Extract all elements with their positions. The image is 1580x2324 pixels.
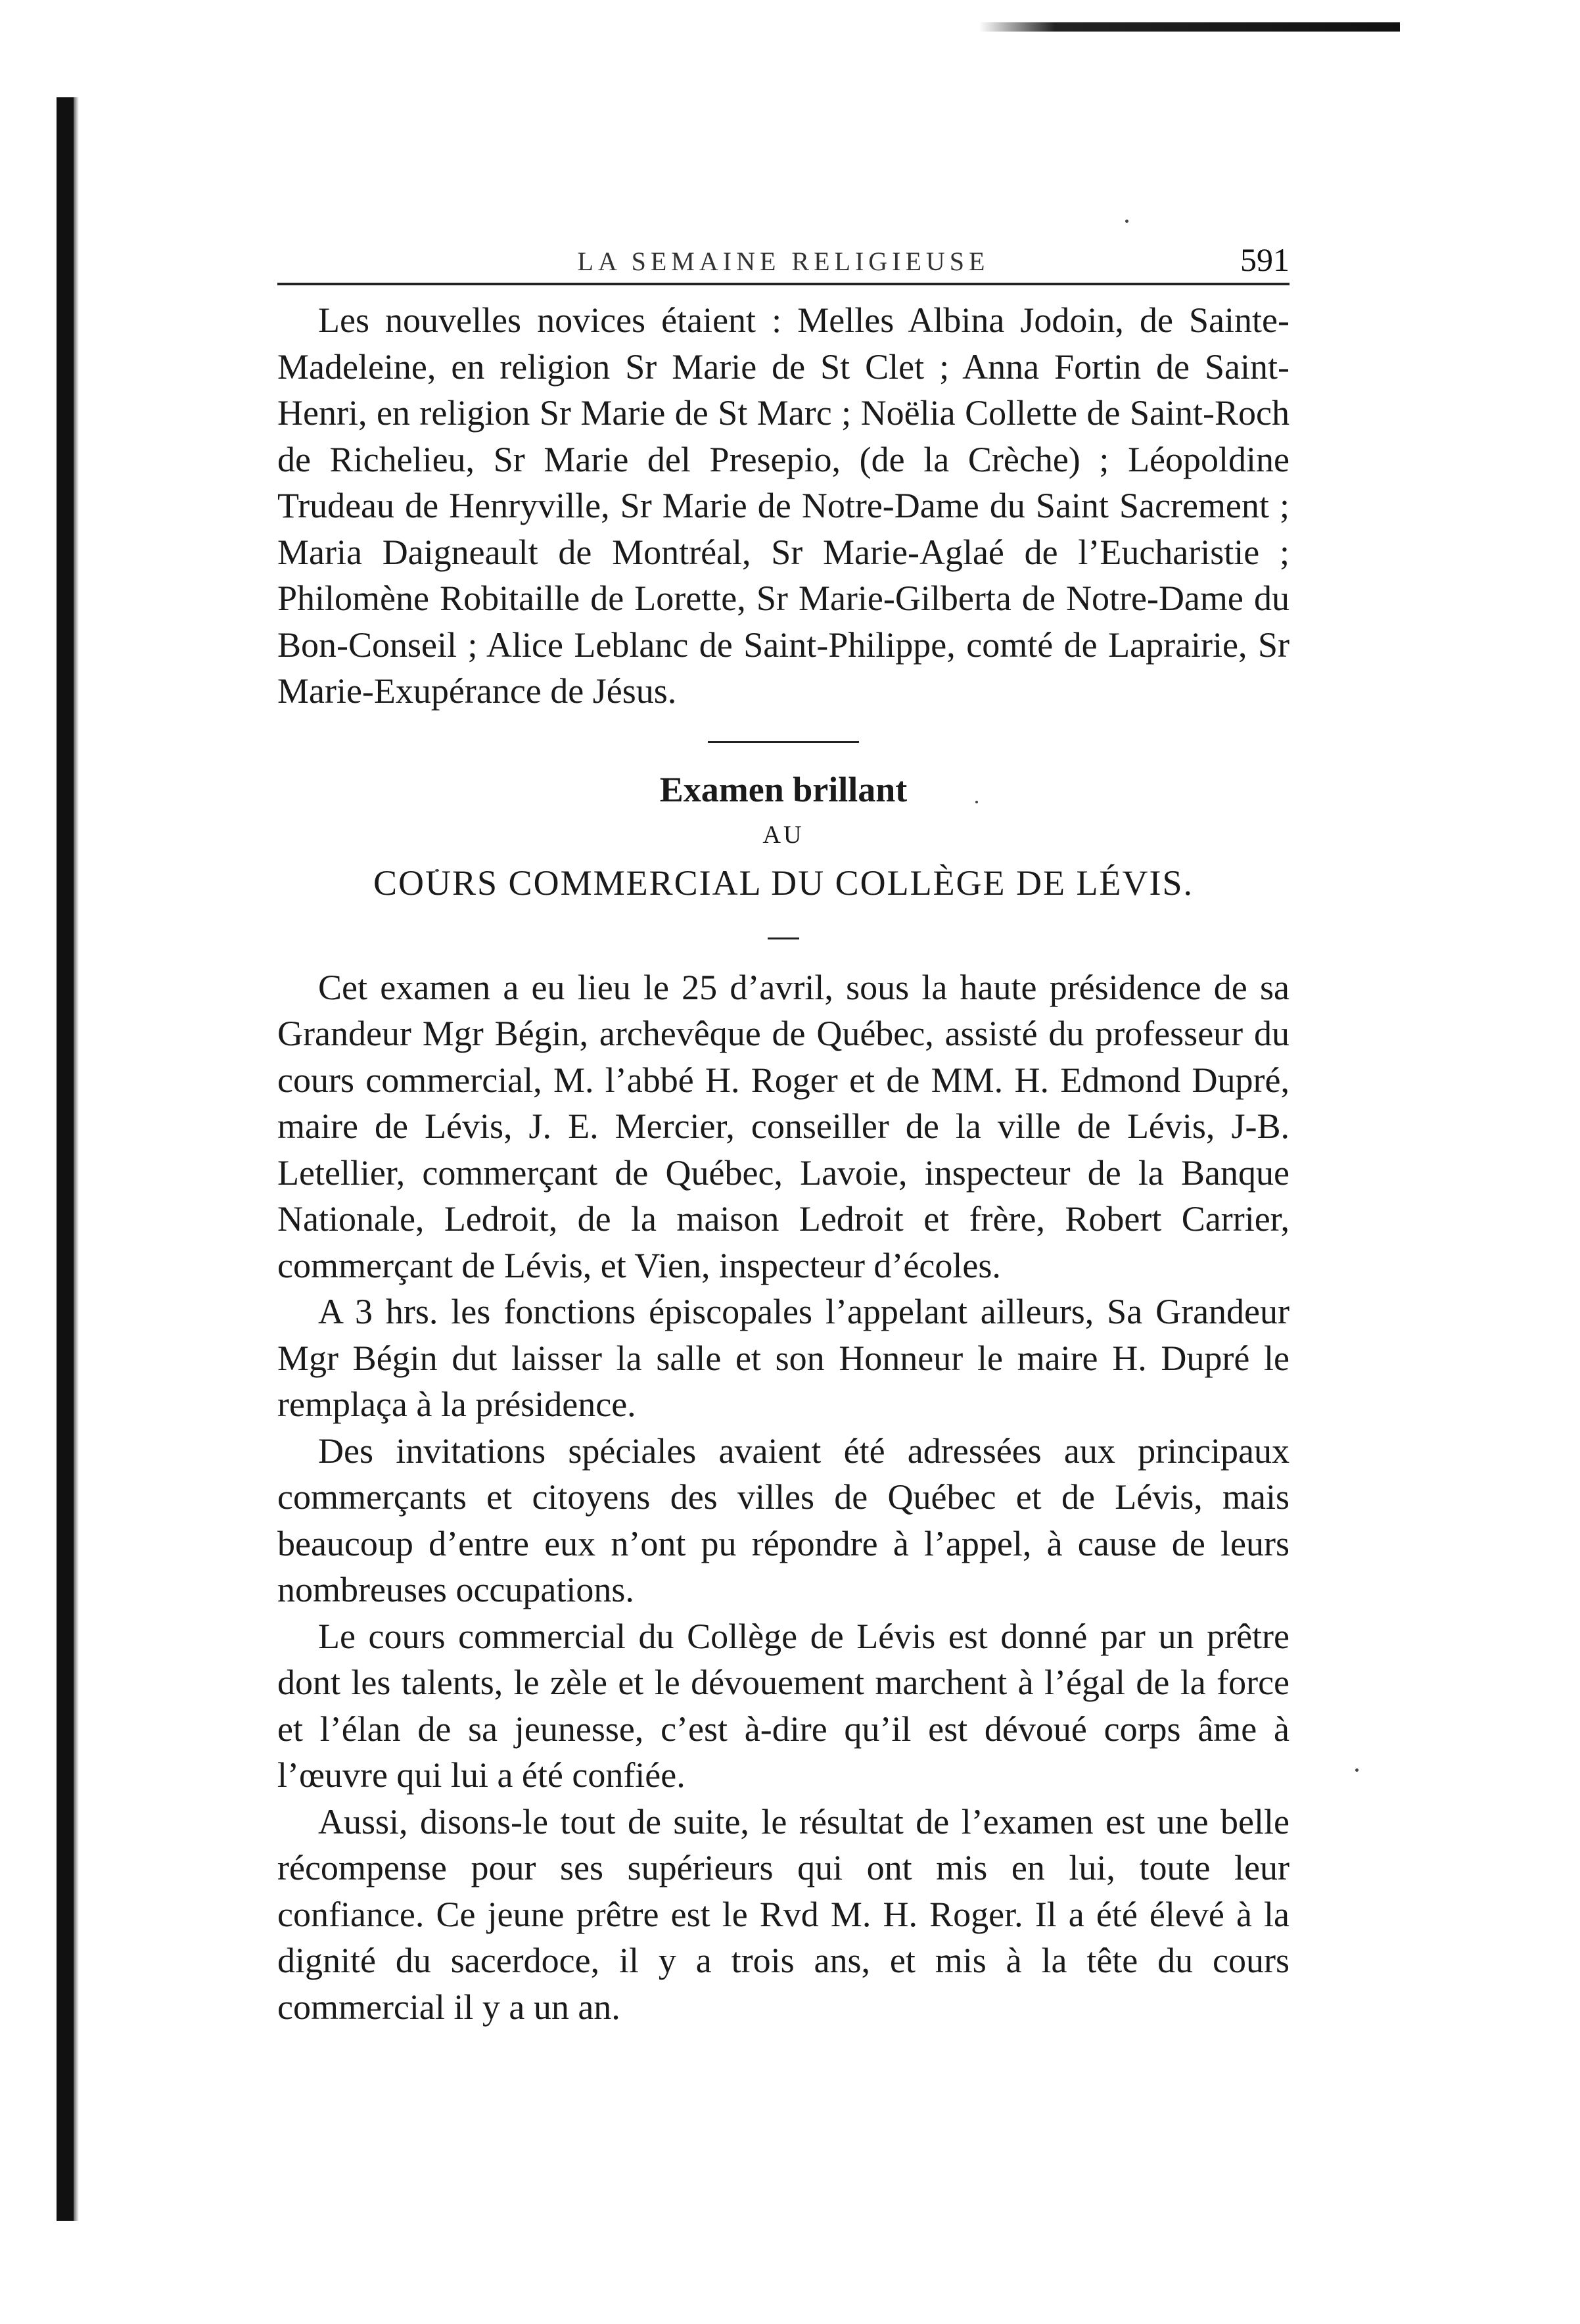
article-paragraph: Aussi, disons-le tout de suite, le résultat de l’examen est une belle récompense pour ses supérieurs qui ont mis en lui, toute leur confiance. Ce jeune prêtre est le Rvd M. H. Roger. Il a été élevé à la dignité du sacerdoce, il y a trois ans, et mis à la tête du cours commercial il y a un an. <box>277 1801 1290 2027</box>
binding-shadow <box>74 97 79 2221</box>
running-title: LA SEMAINE RELIGIEUSE <box>577 247 990 276</box>
print-speck <box>1125 220 1128 223</box>
page-content <box>277 237 1290 2030</box>
page-number: 591 <box>1240 241 1290 278</box>
article-subtitle: COURS COMMERCIAL DU COLLÈGE DE LÉVIS. <box>373 863 1194 903</box>
section-divider <box>708 741 859 743</box>
article-paragraph: Des invitations spéciales avaient été adressées aux principaux commerçants et citoyens des villes de Québec et de Lévis, mais beaucoup d’entre eux n’ont pu répondre à l’appel, à cause de leurs nombreuses occupations. <box>277 1431 1290 1609</box>
print-speck <box>1355 1768 1359 1772</box>
running-head <box>277 237 1290 285</box>
top-edge-rule <box>979 22 1400 32</box>
article-paragraph: Le cours commercial du Collège de Lévis est donné par un prêtre dont les talents, le zèle et le dévouement marchent à l’égal de la force et l’élan de sa jeunesse, c’est à-dire qu’il est dévoué corps âme à l’œuvre qui lui a été confiée. <box>277 1616 1290 1795</box>
article-title-connector: AU <box>762 820 804 849</box>
article-paragraph: A 3 hrs. les fonctions épiscopales l’appelant ailleurs, Sa Grandeur Mgr Bégin dut laisser la salle et son Honneur le maire H. Dupré le remplaça à la présidence. <box>277 1292 1290 1424</box>
article-paragraph: Cet examen a eu lieu le 25 d’avril, sous la haute présidence de sa Grandeur Mgr Bégin, archevêque de Québec, assisté du professeur du cours commercial, M. l’abbé H. Roger et de MM. H. Edmond Dupré, maire de Lévis, J. E. Mercier, conseiller de la ville de Lévis, J-B. Letellier, commerçant de Québec, Lavoie, inspecteur de la Banque Nationale, Ledroit, de la maison Ledroit et frère, Robert Carrier, commerçant de Lévis, et Vien, inspecteur d’écoles. <box>277 967 1290 1285</box>
heading-dash <box>768 937 799 939</box>
binding-edge <box>57 97 74 2221</box>
intro-paragraph: Les nouvelles novices étaient : Melles Albina Jodoin, de Sainte-Madeleine, en religion Sr Marie de St Clet ; Anna Fortin de Saint-Henri, en religion Sr Marie de St Marc ; Noëlia Collette de Saint-Roch de Richelieu, Sr Marie del Presepio, (de la Crèche) ; Léopoldine Trudeau de Henryville, Sr Marie de Notre-Dame du Saint Sacrement ; Maria Daigneault de Montréal, Sr Marie-Aglaé de l’Eucharistie ; Philomène Robitaille de Lorette, Sr Marie-Gilberta de Notre-Dame du Bon-Conseil ; Alice Leblanc de Saint-Philippe, comté de Laprairie, Sr Marie-Exupérance de Jésus. <box>277 300 1290 711</box>
article-title: Examen brillant <box>659 769 908 809</box>
